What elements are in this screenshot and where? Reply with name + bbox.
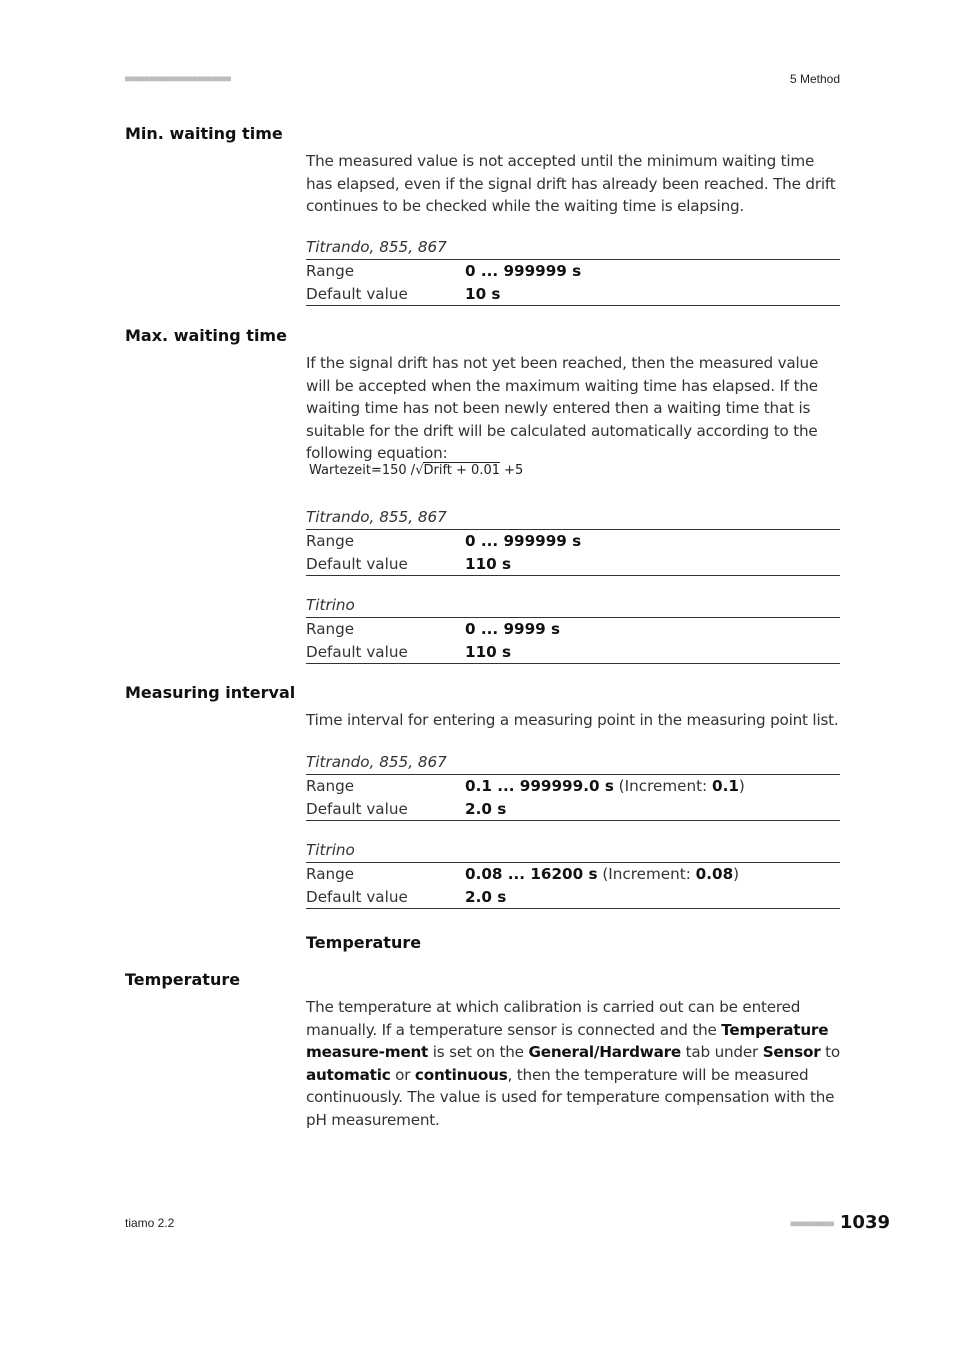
range-value: 0.08 ... 16200 s: [465, 865, 598, 883]
section-title-max-waiting-time: Max. waiting time: [125, 326, 287, 345]
min-waiting-time-table: [306, 235, 840, 306]
page-number: 1039: [839, 1212, 890, 1233]
waiting-time-formula: [309, 463, 523, 478]
default-value: 110 s: [465, 554, 512, 573]
device-label: Titrando, 855, 867: [306, 235, 840, 260]
formula-right: +5: [504, 463, 524, 478]
range-label: Range: [306, 262, 355, 280]
range-value: 0 ... 999999 s: [465, 532, 582, 550]
chapter-label: 5 Method: [789, 72, 840, 86]
max-waiting-time-table-titrino: [306, 593, 840, 664]
max-waiting-time-table-titrando: [306, 505, 840, 576]
range-value: 0 ... 999999 s: [465, 262, 582, 280]
default-value: 2.0 s: [465, 887, 507, 906]
default-value: 110 s: [465, 642, 512, 661]
measuring-interval-table-titrino: [306, 838, 840, 909]
range-label: Range: [306, 777, 355, 795]
default-row: [306, 798, 840, 822]
default-label: Default value: [306, 799, 408, 818]
increment-suffix: ): [733, 865, 740, 883]
range-value: 0 ... 9999 s: [465, 620, 561, 638]
increment-value: 0.1: [712, 777, 739, 795]
default-value: 10 s: [465, 284, 501, 303]
min-waiting-time-description: The measured value is not accepted until the minimum waiting time has elapsed, even if the signal drift has already been reached. The drift continues to be checked while the waiting time is elapsing.: [306, 152, 836, 215]
range-row: [306, 530, 840, 553]
range-label: Range: [306, 532, 355, 550]
default-label: Default value: [306, 284, 408, 303]
increment-suffix: ): [738, 777, 745, 795]
range-row: [306, 863, 840, 886]
device-label: Titrando, 855, 867: [306, 750, 840, 775]
increment-prefix: (Increment:: [613, 777, 712, 795]
section-title-min-waiting-time: Min. waiting time: [125, 124, 283, 143]
default-row: [306, 886, 840, 910]
device-label: Titrando, 855, 867: [306, 505, 840, 530]
section-title-temperature: Temperature: [125, 970, 241, 989]
footer-product: tiamo 2.2: [125, 1216, 175, 1230]
measuring-interval-description: Time interval for entering a measuring point in the measuring point list.: [306, 711, 839, 729]
increment-value: 0.08: [695, 865, 734, 883]
footer-dots: ■■■■■■■■■: [790, 1218, 834, 1228]
section-title-measuring-interval: Measuring interval: [125, 683, 296, 702]
range-label: Range: [306, 865, 355, 883]
default-label: Default value: [306, 642, 408, 661]
default-label: Default value: [306, 554, 408, 573]
default-row: [306, 641, 840, 665]
formula-left: Wartezeit=150 /: [309, 463, 416, 478]
subheading-temperature: Temperature: [306, 933, 422, 952]
default-value: 2.0 s: [465, 799, 507, 818]
header-dots: ■■■■■■■■■■■■■■■■■■■■■■: [125, 74, 231, 83]
max-waiting-time-description: If the signal drift has not yet been reached, then the measured value will be accepted when the maximum waiting time has elapsed. If the waiting time has not been newly entered then a waiting time that is suitable for the drift will be calculated automatically according to the following equation:: [306, 354, 819, 462]
default-row: [306, 283, 840, 307]
range-value: 0.1 ... 999999.0 s: [465, 777, 614, 795]
default-row: [306, 553, 840, 577]
sqrt-symbol: √: [415, 463, 424, 478]
range-label: Range: [306, 620, 355, 638]
range-row: [306, 618, 840, 641]
range-row: [306, 260, 840, 283]
temperature-description: The temperature at which calibration is carried out can be entered manually. If a temperature sensor is connected and the Temperature measure-ment is set on the General/Hardware tab under Sensor to automatic or continuous, then the temperature will be measured continuously. The value is used for temperature compensation with the pH measurement.: [306, 998, 840, 1129]
measuring-interval-table-titrando: [306, 750, 840, 821]
device-label: Titrino: [306, 593, 840, 618]
increment-prefix: (Increment:: [597, 865, 696, 883]
default-label: Default value: [306, 887, 408, 906]
device-label: Titrino: [306, 838, 840, 863]
formula-sqrt: Drift + 0.01: [423, 463, 500, 478]
range-row: [306, 775, 840, 798]
footer-page: [791, 1212, 890, 1233]
